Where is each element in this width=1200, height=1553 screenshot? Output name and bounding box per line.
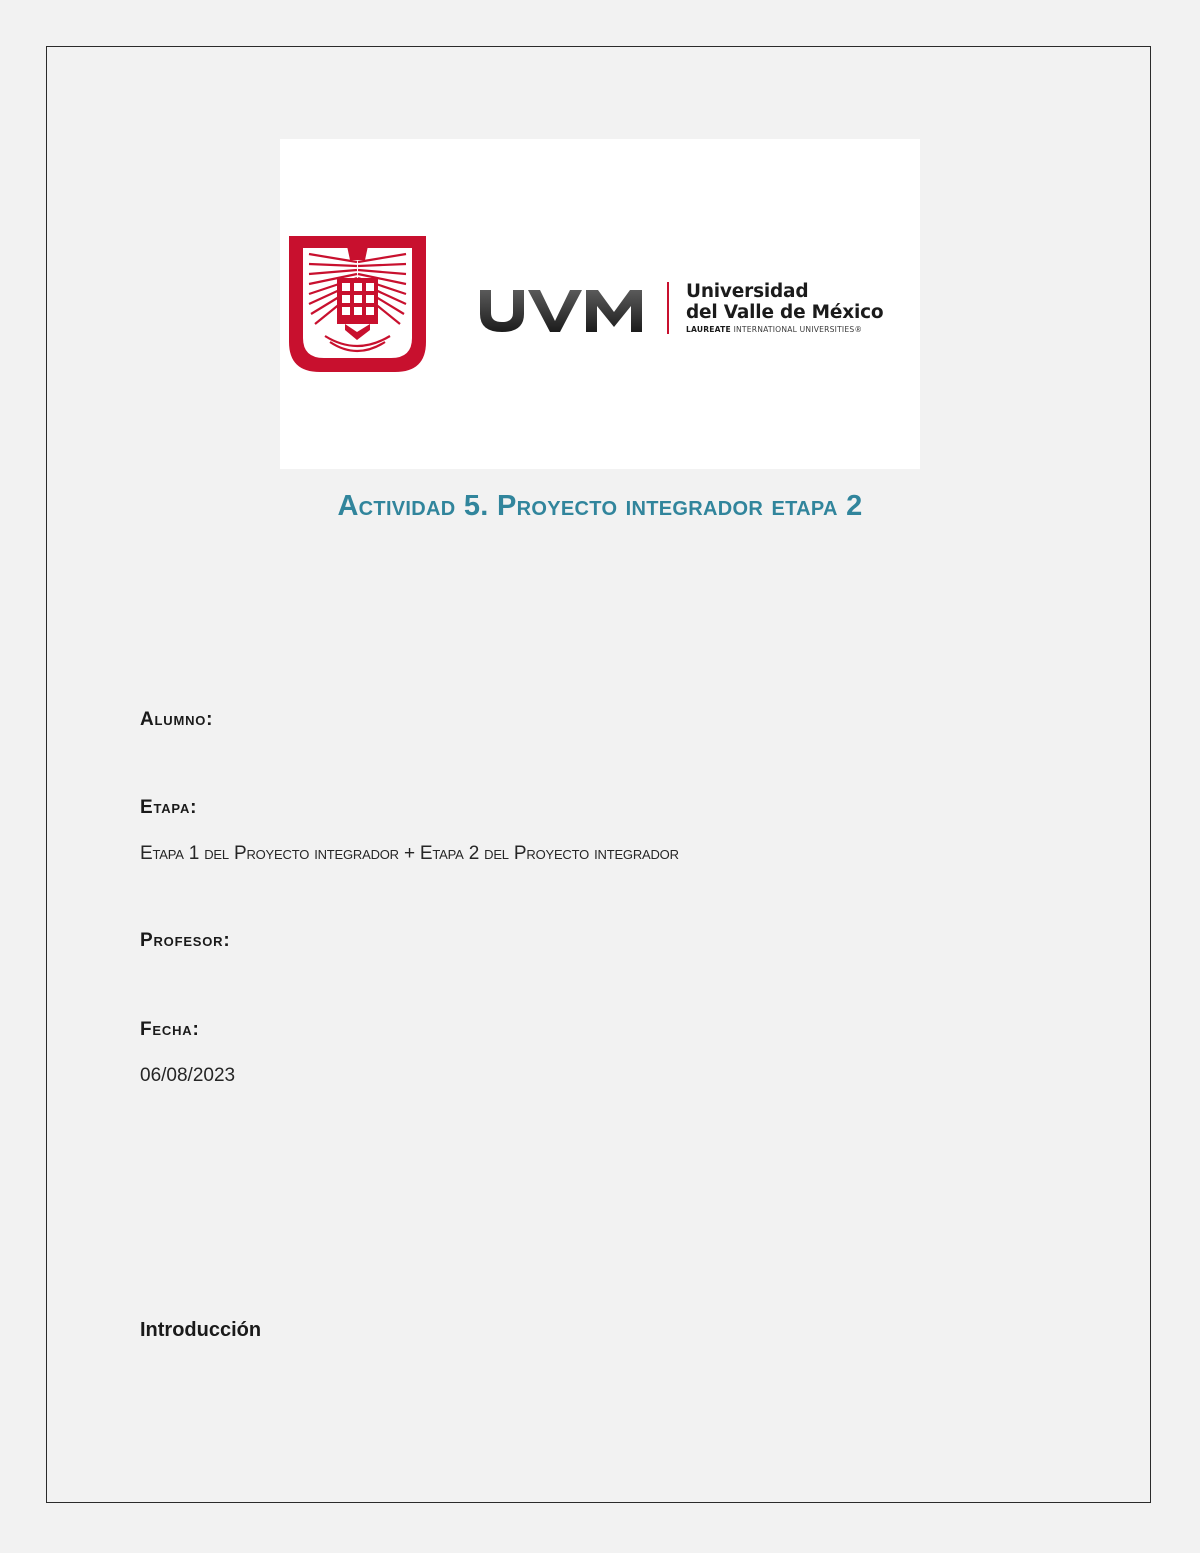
introduccion-heading: Introducción — [140, 1319, 262, 1341]
tagline-rest: INTERNATIONAL UNIVERSITIES® — [733, 325, 863, 334]
logo-divider — [667, 282, 669, 334]
uvm-seal-logo — [285, 232, 430, 377]
tagline-bold: LAUREATE — [686, 325, 731, 334]
etapa-label: Etapa: — [140, 797, 198, 818]
fecha-label: Fecha: — [140, 1019, 200, 1040]
laureate-tagline — [686, 325, 862, 334]
profesor-label: Profesor: — [140, 930, 231, 951]
university-name-line1: Universidad — [686, 281, 809, 302]
uvm-wordmark-logo — [476, 280, 656, 336]
alumno-label: Alumno: — [140, 709, 214, 730]
fecha-value: 06/08/2023 — [140, 1065, 236, 1086]
university-name-line2: del Valle de México — [686, 302, 884, 323]
etapa-value: Etapa 1 del Proyecto integrador + Etapa 2 del Proyecto integrador — [140, 843, 679, 864]
document-title: Actividad 5. Proyecto integrador etapa 2 — [337, 490, 863, 522]
university-name — [686, 281, 883, 323]
